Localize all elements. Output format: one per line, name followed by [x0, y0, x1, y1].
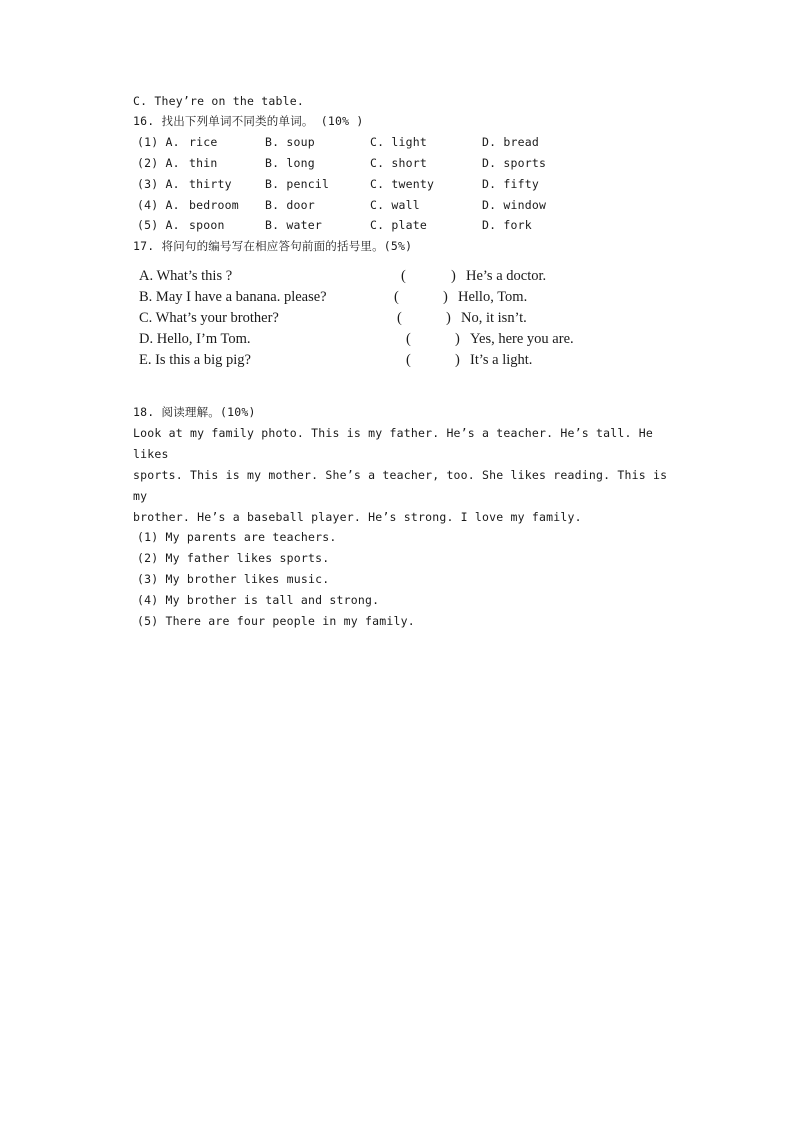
q18-statement: (1) My parents are teachers. [137, 530, 337, 544]
q17-open-bracket: ( [406, 331, 411, 347]
q16-option-d: D. window [482, 198, 547, 212]
q18-statement: (2) My father likes sports. [137, 551, 330, 565]
q17-close-bracket: ) [455, 331, 460, 347]
q18-passage-line: sports. This is my mother. She’s a teacher, too. She likes reading. This is [133, 468, 668, 482]
q16-option-d: D. bread [482, 135, 539, 149]
q17-question: C. What’s your brother? [139, 310, 279, 326]
q18-statement: (4) My brother is tall and strong. [137, 593, 380, 607]
q17-close-bracket: ) [455, 352, 460, 368]
q17-answer: No, it isn’t. [461, 310, 527, 326]
q17-question: E. Is this a big pig? [139, 352, 251, 368]
q16-option-b: B. water [265, 218, 322, 232]
q16-option-a: thin [189, 156, 218, 170]
q17-answer: Hello, Tom. [458, 289, 528, 305]
q16-option-a: rice [189, 135, 218, 149]
q16-option-c: C. light [370, 135, 427, 149]
q16-option-c: C. wall [370, 198, 420, 212]
q18-passage-line: my [133, 489, 148, 503]
q18-passage-line: likes [133, 447, 169, 461]
q16-option-c: C. short [370, 156, 427, 170]
q16-row-number: (4) A. [137, 198, 180, 212]
q16-option-d: D. fork [482, 218, 532, 232]
q16-row-number: (5) A. [137, 218, 180, 232]
q16-option-d: D. sports [482, 156, 547, 170]
q17-open-bracket: ( [406, 352, 411, 368]
q17-question: B. May I have a banana. please? [139, 289, 327, 305]
q18-statement: (5) There are four people in my family. [137, 614, 415, 628]
q16-option-b: B. long [265, 156, 315, 170]
q16-option-b: B. pencil [265, 177, 330, 191]
q17-open-bracket: ( [397, 310, 402, 326]
q18-passage-line: brother. He’s a baseball player. He’s strong. I love my family. [133, 510, 582, 524]
q17-heading: 17. 将问句的编号写在相应答句前面的括号里。(5%) [133, 239, 413, 253]
q16-row-number: (1) A. [137, 135, 180, 149]
q18-passage-line: Look at my family photo. This is my father. He’s a teacher. He’s tall. He [133, 426, 654, 440]
q18-heading: 18. 阅读理解。(10%) [133, 405, 256, 419]
q17-question: D. Hello, I’m Tom. [139, 331, 251, 347]
q17-close-bracket: ) [446, 310, 451, 326]
q17-answer: He’s a doctor. [466, 268, 547, 284]
q18-statement: (3) My brother likes music. [137, 572, 330, 586]
q17-answer: Yes, here you are. [470, 331, 574, 347]
q16-heading: 16. 找出下列单词不同类的单词。 (10% ) [133, 114, 364, 128]
q16-option-c: C. plate [370, 218, 427, 232]
q17-open-bracket: ( [401, 268, 406, 284]
q17-answer: It’s a light. [470, 352, 533, 368]
q16-option-d: D. fifty [482, 177, 539, 191]
q17-close-bracket: ) [443, 289, 448, 305]
q16-option-a: bedroom [189, 198, 239, 212]
q16-option-c: C. twenty [370, 177, 435, 191]
q16-option-b: B. soup [265, 135, 315, 149]
q17-close-bracket: ) [451, 268, 456, 284]
q16-option-a: spoon [189, 218, 225, 232]
q15-option-c: C. They’re on the table. [133, 94, 304, 108]
q16-option-a: thirty [189, 177, 232, 191]
q16-row-number: (2) A. [137, 156, 180, 170]
q16-row-number: (3) A. [137, 177, 180, 191]
q16-option-b: B. door [265, 198, 315, 212]
q17-question: A. What’s this ? [139, 268, 233, 284]
q17-open-bracket: ( [394, 289, 399, 305]
